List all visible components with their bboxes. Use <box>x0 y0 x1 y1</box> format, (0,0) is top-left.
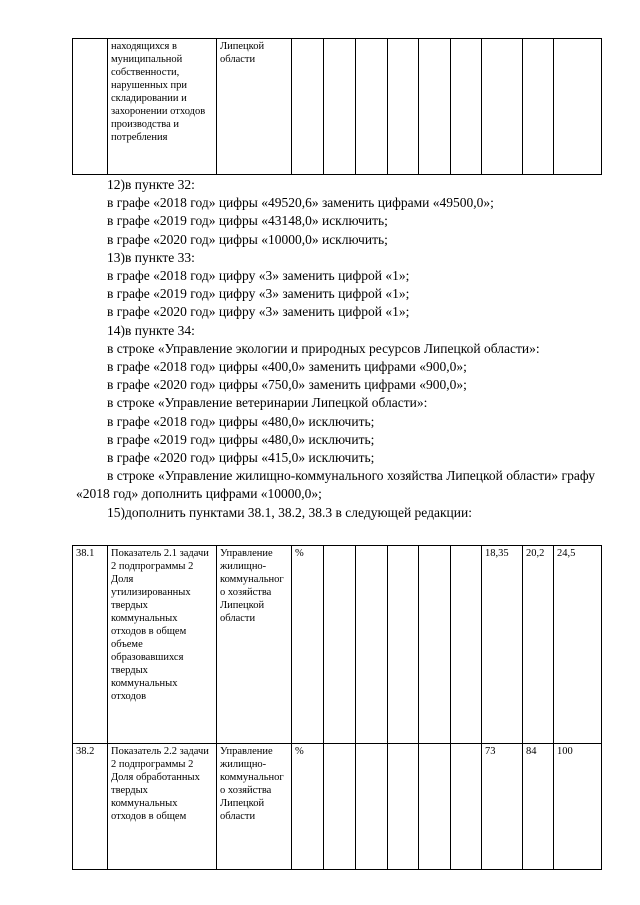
paragraph: в строке «Управление жилищно-коммунального хозяйства Липецкой области» графу «2018 год» дополнить цифрами «10000,0»; <box>76 468 595 502</box>
cell-num: 38.1 <box>73 546 108 744</box>
cell-unit: % <box>292 744 324 870</box>
cell-num <box>73 39 108 175</box>
cell-executor: Липецкой области <box>217 39 292 175</box>
cell-num: 38.2 <box>73 744 108 870</box>
cell-2020: 24,5 <box>554 546 602 744</box>
paragraph: в графе «2019 год» цифры «43148,0» исключить; <box>107 213 388 229</box>
table-row <box>73 546 602 744</box>
paragraph: в графе «2018 год» цифру «3» заменить цифрой «1»; <box>107 268 410 284</box>
cell-2019: 20,2 <box>523 546 554 744</box>
cell-description: находящихся в муниципальной собственности, нарушенных при складировании и захоронении отходов производства и потребления <box>108 39 217 175</box>
table-new-items <box>72 545 602 870</box>
table-row <box>73 744 602 870</box>
amendment-text <box>76 176 595 522</box>
cell-2020: 100 <box>554 744 602 870</box>
cell-2018: 18,35 <box>482 546 523 744</box>
paragraph: в графе «2018 год» цифры «400,0» заменить цифрами «900,0»; <box>107 359 467 375</box>
paragraph: в графе «2018 год» цифры «49520,6» заменить цифрами «49500,0»; <box>107 195 494 211</box>
cell-2019: 84 <box>523 744 554 870</box>
paragraph: в строке «Управление ветеринарии Липецкой области»: <box>107 395 428 411</box>
cell-executor: Управление жилищно-коммунального хозяйства Липецкой области <box>217 744 292 870</box>
cell-indicator: Показатель 2.1 задачи 2 подпрограммы 2 Доля утилизированных твердых коммунальных отходов в общем объеме образовавшихся твердых коммунальных отходов <box>108 546 217 744</box>
paragraph: в графе «2018 год» цифры «480,0» исключить; <box>107 413 375 429</box>
table-top-continuation <box>72 38 602 175</box>
paragraph: в графе «2020 год» цифру «3» заменить цифрой «1»; <box>107 304 410 320</box>
paragraph: в графе «2019 год» цифры «480,0» исключить; <box>107 431 375 447</box>
paragraph: в графе «2020 год» цифры «750,0» заменить цифрами «900,0»; <box>107 377 467 393</box>
cell-indicator: Показатель 2.2 задачи 2 подпрограммы 2 Доля обработанных твердых коммунальных отходов в общем <box>108 744 217 870</box>
paragraph: 13)в пункте 33: <box>107 249 195 265</box>
cell-executor: Управление жилищно-коммунального хозяйства Липецкой области <box>217 546 292 744</box>
table-row <box>73 39 602 175</box>
paragraph: в графе «2020 год» цифры «10000,0» исключить; <box>107 231 388 247</box>
paragraph: в графе «2019 год» цифру «3» заменить цифрой «1»; <box>107 286 410 302</box>
paragraph: 15)дополнить пунктами 38.1, 38.2, 38.3 в следующей редакции: <box>107 504 472 520</box>
paragraph: в строке «Управление экологии и природных ресурсов Липецкой области»: <box>107 340 540 356</box>
cell-2018: 73 <box>482 744 523 870</box>
cell-unit: % <box>292 546 324 744</box>
paragraph: 14)в пункте 34: <box>107 322 195 338</box>
paragraph: 12)в пункте 32: <box>107 177 195 192</box>
paragraph: в графе «2020 год» цифры «415,0» исключить; <box>107 450 375 466</box>
